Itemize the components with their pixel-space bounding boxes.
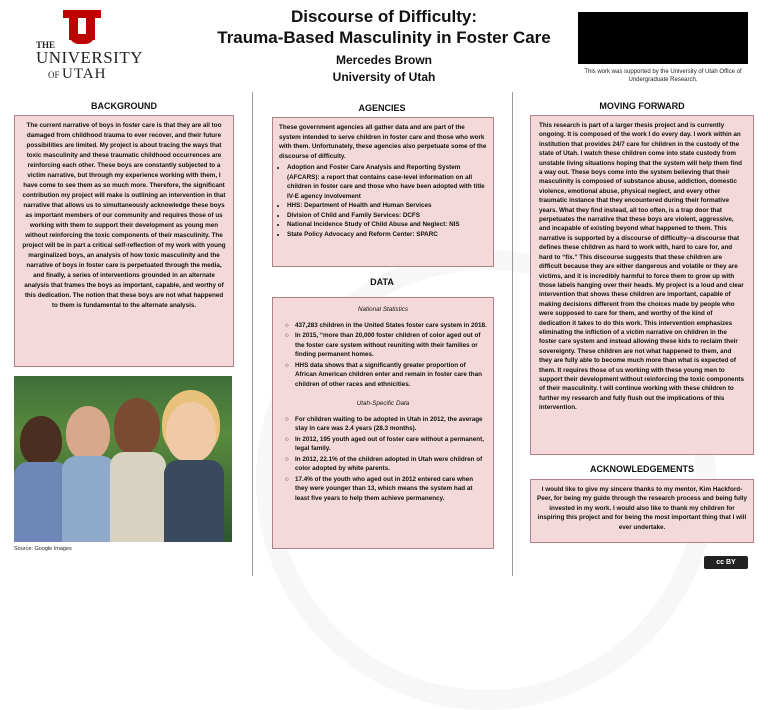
block-u-icon	[63, 10, 101, 46]
agency-item: • HHS: Department of Health and Human Services	[287, 201, 487, 211]
redacted-logo-box	[578, 12, 748, 64]
poster-title-line2: Trauma-Based Masculinity in Foster Care	[217, 28, 551, 47]
statistic-item: ○ HHS data shows that a significantly greater proportion of African American children enter and remain in foster care than children of other races and ethnicities.	[287, 361, 487, 390]
children-photo	[14, 376, 232, 542]
moving-forward-panel	[530, 115, 754, 455]
data-panel	[272, 297, 494, 549]
statistic-item: ○ 17.4% of the youth who aged out in 2012 entered care when they were younger than 13, which means the system had at least five years to help them achieve permanency.	[287, 475, 487, 504]
logo-of: OF	[48, 70, 60, 80]
column-divider-2	[512, 92, 513, 576]
agency-item: • National Incidence Study of Child Abuse and Neglect: NIS	[287, 220, 487, 230]
poster-title-line1: Discourse of Difficulty:	[290, 7, 478, 26]
statistic-item: ○ In 2012, 195 youth aged out of foster care without a permanent, legal family.	[287, 435, 487, 454]
background-heading: BACKGROUND	[91, 101, 157, 111]
creative-commons-badge: cc BY	[704, 556, 748, 569]
agency-item: • Division of Child and Family Services: DCFS	[287, 211, 487, 221]
acknowledgements-text: I would like to give my sincere thanks to my mentor, Kim Hackford-Peer, for being my guide through the research process and being fully invested in my work. I would also like to thank my children for inspiring this project and for being the most important thing that I will ever undertake.	[537, 486, 747, 531]
child-shirt-4	[164, 460, 224, 542]
acknowledgements-panel	[530, 479, 754, 543]
national-statistics-title: National Statistics	[357, 306, 409, 313]
background-panel	[14, 115, 234, 367]
child-face-2	[66, 406, 110, 460]
moving-forward-text: This research is part of a larger thesis project and is currently ongoing. It is composed of the work I do every day. I work within an institution that provides 24/7 care for children in the custody of the state of Utah. I watch these children come into state custody from unstable living situations hoping that the system will help them find a way out. These boys come into the system believing that their masculinity is composed of substance abuse, addiction, domestic violence, emotional abuse, physical neglect, and every other traumatic instance that they encountered during their formative years. What they find instead, all too often, is a trap door that perpetuates the narrative that these boys are violent, aggressive, and incapable of existing beyond what happened to them. This narrative is supported by a discourse of difficulty--a discourse that defines these children as hard to work with, hard to care for, and hard to “fix.” This discourse suggests that these children are difficult because they are either dangerous and volatile or they are victims, and it is incredibly harmful to force them to grow up with those labels hanging over their heads. My project is a loud and clear intervention that shows these children are important, capable of making decisions different from the choices made by people who were supposed to care for them, and worthy of the kind of dedication it takes to do this work. This intervention emphasizes eliminating the infliction of a victim narrative on children in the foster care system and instead allowing these kids to reclaim their sovereignty. These children are not what happened to them, and they are fully able to become much more than what is expected of them. It requires those of us working with these young men to support their development without reinforcing the toxic components of their masculinity. I will continue working with these children to further my research and fully flush out the implications of this intervention.	[539, 122, 745, 412]
agencies-list	[279, 163, 487, 239]
data-heading: DATA	[370, 277, 394, 287]
agency-item: • State Policy Advocacy and Reform Center: SPARC	[287, 230, 487, 240]
title-block	[190, 6, 578, 86]
child-shirt-3	[110, 452, 166, 542]
acknowledgements-heading: ACKNOWLEDGEMENTS	[590, 464, 694, 474]
poster-header	[0, 0, 768, 92]
statistic-item: ○ In 2015, “more than 20,000 foster children of color aged out of the foster care system without reuniting with their families or finding permanent homes.	[287, 331, 487, 360]
agencies-heading: AGENCIES	[358, 103, 406, 113]
utah-data-title: Utah-Specific Data	[356, 400, 410, 407]
agency-item: • Adoption and Foster Care Analysis and Reporting System (AFCARS): a report that contains case-level information on all children in foster care and those who have been adopted with title IV-E agency involvement	[287, 163, 487, 201]
statistic-item: ○ 437,283 children in the United States foster care system in 2018.	[287, 321, 487, 331]
background-text: The current narrative of boys in foster care is that they are all too damaged from childhood trauma to ever recover, and their future possibilities are limited. My project is about tracing the ways that toxic masculinity and these traumatic childhood occurrences are reinforcing each other. These boys are constantly subjected to a victim narrative, but through my experience working with them, I have come to see them as so much more. Therefore, the significant contribution my project will make is outlining an intervention in that narrative that allows us to simultaneously acknowledge these boys as important members of our community and requires those of us working with them to support their development as young men without reinforcing the toxic components of their masculinity. The project will be in part a critical self-reflection of my work with young marginalized boys, an analysis of how toxic masculinity and the narrative of boys in foster care is perpetuated through the media, and finally, a series of interventions grounded in an alternate analysis that frames the boys as important, capable, and worthy of this dedication. The notion that these boys are not what happened to them is fundamental to the alternate analysis.	[22, 122, 226, 309]
photo-source: Source: Google Images	[14, 546, 72, 552]
statistic-item: ○ In 2012, 22.1% of the children adopted in Utah were children of color adopted by white parents.	[287, 455, 487, 474]
utah-data-list	[279, 415, 487, 504]
university-logo	[36, 10, 143, 84]
moving-forward-heading: MOVING FORWARD	[599, 101, 685, 111]
agencies-panel	[272, 117, 494, 267]
child-face-3	[114, 398, 160, 456]
child-face-1	[20, 416, 62, 466]
logo-utah: UTAH	[62, 66, 107, 82]
child-shirt-2	[62, 456, 116, 542]
statistic-item: ○ For children waiting to be adopted in Utah in 2012, the average stay in care was 2.4 years (28.3 months).	[287, 415, 487, 434]
support-note: This work was supported by the University of Utah Office of Undergraduate Research.	[584, 69, 742, 83]
author-name: Mercedes Brown	[335, 53, 433, 67]
column-divider-1	[252, 92, 253, 576]
logo-the: THE	[36, 40, 56, 50]
logo-university: UNIVERSITY	[36, 48, 143, 67]
author-affiliation: University of Utah	[332, 70, 436, 84]
agencies-intro: These government agencies all gather data and are part of the system intended to serve children in foster care and those who work with them. Unfortunately, these agencies also perpetuate some of the discourse of difficulty.	[279, 124, 487, 160]
child-face-4	[166, 402, 216, 462]
national-statistics-list	[279, 321, 487, 390]
